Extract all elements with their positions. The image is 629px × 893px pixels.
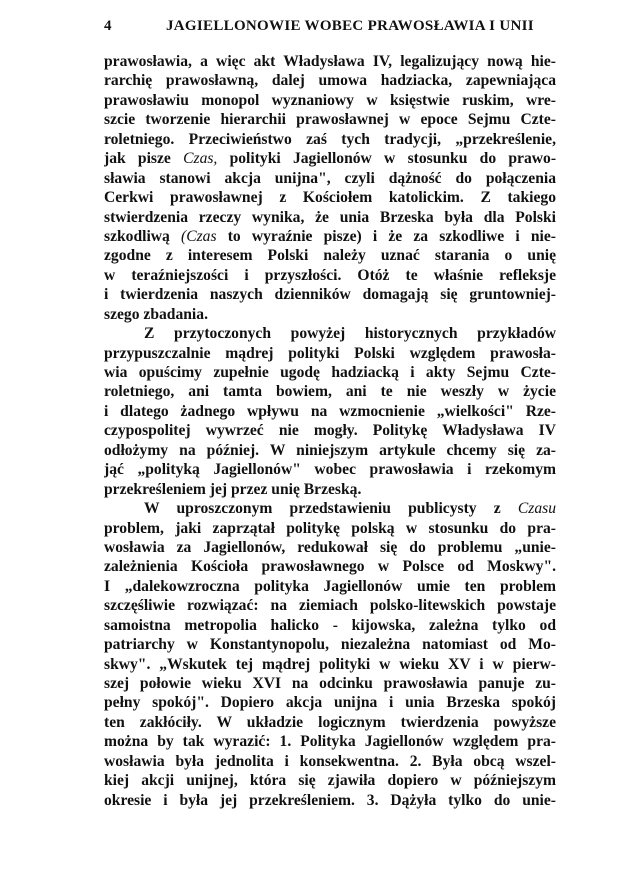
paragraph (104, 499, 556, 810)
text-segment: patriarchy w Konstantynopolu, niezależna natomiast od Mo- (104, 636, 556, 654)
text-line (104, 305, 556, 324)
text-segment: samoistna metropolia halicko - kijowska, zależna tylko od (104, 616, 556, 634)
text-line (104, 460, 556, 479)
text-segment: zgodne z interesem Polski należy uznać starania o unię (104, 247, 556, 265)
text-line (104, 110, 556, 129)
text-segment: sławia stanowi akcja unijna", czyli dążność do połączenia (104, 169, 556, 187)
text-segment: I „dalekowzroczna polityka Jagiellonów umie ten problem (104, 577, 556, 595)
italic-text: Czasu (517, 500, 556, 518)
text-segment: zależnienia Kościoła prawosławnego w Polsce od Moskwy". (104, 558, 556, 576)
page-number: 4 (104, 18, 112, 34)
running-header (104, 18, 556, 38)
text-line (104, 169, 556, 188)
text-line (104, 344, 556, 363)
text-segment: i twierdzenia naszych dzienników domagają się gruntowniej- (104, 286, 556, 304)
text-segment: szej połowie wieku XVI na odcinku prawosławia panuje zu- (104, 675, 556, 692)
text-line (104, 91, 556, 110)
page-body-text (104, 52, 556, 810)
text-line (104, 635, 556, 654)
text-segment: polityki Jagiellonów w stosunku do prawo- (217, 150, 556, 168)
text-segment: prawosławia, a więc akt Władysława IV, legalizujący nową hie- (104, 53, 556, 70)
italic-text: Czas, (183, 150, 218, 168)
text-segment: odłożymy na później. W niniejszym artykule chcemy się za- (104, 441, 556, 459)
text-line (104, 227, 556, 246)
text-line (104, 713, 556, 732)
text-segment: problem, jaki zaprzątał politykę polską w stosunku do pra- (104, 519, 556, 537)
text-segment: roletniego, ani tamta bowiem, ani te nie weszły w życie (104, 383, 556, 401)
text-line (104, 246, 556, 265)
text-segment: przekreśleniem jej przez unię Brzeską. (104, 480, 362, 498)
text-line (104, 655, 556, 674)
text-line (104, 382, 556, 401)
text-segment: pełny spokój". Dopiero akcja unijna i unia Brzeska spokój (104, 694, 556, 712)
text-line (104, 402, 556, 421)
paragraph (104, 52, 556, 324)
text-segment: Cerkwi prawosławnej z Kościołem katolickim. Z takiego (104, 189, 556, 207)
text-segment: szcie tworzenie hierarchii prawosławnej w epoce Sejmu Czte- (104, 111, 556, 129)
text-line (104, 52, 556, 71)
text-segment: można by tak wyrazić: 1. Polityka Jagiellonów względem pra- (104, 733, 556, 751)
text-line (104, 499, 556, 518)
text-line (104, 266, 556, 285)
text-line (104, 577, 556, 596)
text-segment: wosławia za Jagiellonów, redukował się do problemu „unie- (104, 538, 556, 556)
text-segment: rarchię prawosławną, dalej umowa hadziacka, zapewniająca (104, 72, 556, 90)
text-segment: okresie i była jej przekreśleniem. 3. Dążyła tylko do unie- (104, 791, 556, 809)
text-segment: ten zakłóciły. W układzie logicznym twierdzenia powyższe (104, 713, 556, 731)
text-line (104, 732, 556, 751)
text-line (104, 771, 556, 790)
text-segment: kiej akcji unijnej, która się zjawiła dopiero w późniejszym (104, 772, 556, 790)
text-segment: szczęśliwie rozwiązać: na ziemiach polsko-litewskich powstaje (104, 597, 556, 615)
text-segment: wia opuścimy zupełnie ugodę hadziacką i akty Sejmu Czte- (104, 364, 556, 381)
text-segment: stwierdzenia rzeczy wynika, że unia Brzeska była dla Polski (104, 208, 556, 226)
text-segment: przypuszczalnie mądrej polityki Polski względem prawosła- (104, 344, 556, 362)
text-line (104, 674, 556, 693)
text-line (104, 363, 556, 382)
text-line (104, 441, 556, 460)
text-segment: w teraźniejszości i przyszłości. Otóż te właśnie refleksje (104, 266, 556, 284)
text-line (104, 480, 556, 499)
text-line (104, 71, 556, 90)
text-line (104, 324, 556, 343)
text-segment: Z przytoczonych powyżej historycznych przykładów (144, 325, 556, 343)
text-segment: jak pisze (104, 150, 184, 168)
text-line (104, 188, 556, 207)
text-line (104, 130, 556, 149)
text-line (104, 421, 556, 440)
running-title: JAGIELLONOWIE WOBEC PRAWOSŁAWIA I UNII (166, 18, 534, 34)
paragraph (104, 324, 556, 499)
italic-text: (Czas (181, 227, 217, 245)
text-line (104, 616, 556, 635)
text-segment: jąć „polityką Jagiellonów" wobec prawosławia i rzekomym (104, 461, 556, 479)
text-segment: wosławia była jednolita i konsekwentna. 2. Była obcą wszel- (104, 752, 556, 770)
text-line (104, 519, 556, 538)
text-line (104, 557, 556, 576)
text-segment: i dlatego żadnego wpływu na wzmocnienie „wielkości" Rze- (104, 402, 556, 420)
text-segment: szkodliwą (104, 227, 182, 245)
text-segment: czypospolitej wywrzeć nie mogły. Politykę Władysława IV (104, 422, 556, 440)
text-segment: skwy". „Wskutek tej mądrej polityki w wieku XV i w pierw- (104, 655, 556, 673)
text-segment: W uproszczonym przedstawieniu publicysty z (144, 500, 518, 518)
text-line (104, 538, 556, 557)
text-segment: to wyraźnie pisze) i że za szkodliwe i nie- (216, 227, 556, 245)
text-line (104, 791, 556, 810)
text-line (104, 149, 556, 168)
text-line (104, 752, 556, 771)
text-line (104, 208, 556, 227)
text-segment: prawosławiu monopol wyznaniowy w księstwie ruskim, wre- (104, 91, 556, 109)
text-line (104, 596, 556, 615)
text-line (104, 693, 556, 712)
text-line (104, 285, 556, 304)
text-segment: szego zbadania. (104, 305, 208, 323)
text-segment: roletniego. Przeciwieństwo zaś tych tradycji, „przekreślenie, (104, 130, 556, 148)
